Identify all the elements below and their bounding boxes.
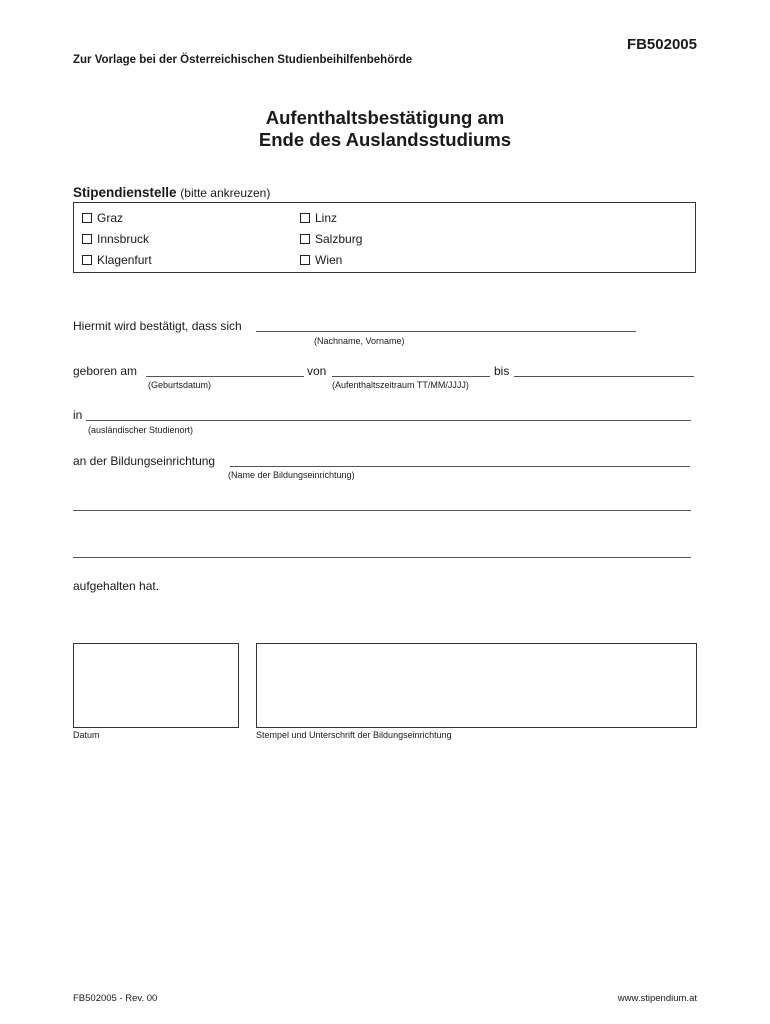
to-text: bis <box>494 364 510 378</box>
checkbox-linz[interactable] <box>300 213 310 223</box>
office-option-wien[interactable] <box>300 253 342 267</box>
office-option-linz[interactable] <box>300 211 337 225</box>
office-option-graz[interactable] <box>82 211 123 225</box>
office-option-innsbruck[interactable] <box>82 232 149 246</box>
document-title-line-2: Ende des Auslandsstudiums <box>258 129 512 150</box>
option-label-linz: Linz <box>315 211 338 225</box>
office-option-salzburg[interactable] <box>300 232 362 246</box>
option-label-graz: Graz <box>97 211 124 225</box>
checkbox-salzburg[interactable] <box>300 234 310 244</box>
checkbox-innsbruck[interactable] <box>82 234 92 244</box>
office-hint: (bitte ankreuzen) <box>180 186 271 200</box>
period-to-field[interactable] <box>514 376 694 377</box>
office-section-label <box>73 185 270 200</box>
in-text: in <box>73 408 83 422</box>
footer-revision: FB502005 - Rev. 00 <box>73 993 158 1004</box>
birthdate-hint: (Geburtsdatum) <box>148 380 212 390</box>
option-label-salzburg: Salzburg <box>315 232 363 246</box>
stamp-label: Stempel und Unterschrift der Bildungseinrichtung <box>256 730 452 740</box>
date-label: Datum <box>73 730 100 740</box>
name-hint: (Nachname, Vorname) <box>314 336 405 346</box>
institution-field-line-3[interactable] <box>73 557 691 558</box>
checkbox-graz[interactable] <box>82 213 92 223</box>
from-text: von <box>307 364 327 378</box>
option-label-klagenfurt: Klagenfurt <box>97 253 152 267</box>
institution-text: an der Bildungseinrichtung <box>73 454 216 468</box>
form-id: FB502005 <box>626 36 697 53</box>
checkbox-klagenfurt[interactable] <box>82 255 92 265</box>
institution-field-line-2[interactable] <box>73 510 691 511</box>
footer-website[interactable]: www.stipendium.at <box>617 993 697 1004</box>
location-hint: (ausländischer Studienort) <box>88 425 194 435</box>
authority-line: Zur Vorlage bei der Österreichischen Studienbeihilfenbehörde <box>73 54 413 66</box>
confirm-text: Hiermit wird bestätigt, dass sich <box>73 319 242 333</box>
stamp-signature-box[interactable] <box>256 643 697 728</box>
born-text: geboren am <box>73 364 138 378</box>
period-from-field[interactable] <box>332 376 490 377</box>
office-option-klagenfurt[interactable] <box>82 253 152 267</box>
birthdate-field[interactable] <box>146 376 304 377</box>
document-title-line-1: Aufenthaltsbestätigung am <box>265 107 505 128</box>
office-options-box <box>73 202 696 273</box>
institution-hint: (Name der Bildungseinrichtung) <box>228 470 355 480</box>
closing-text: aufgehalten hat. <box>73 579 160 593</box>
name-field[interactable] <box>256 331 636 332</box>
period-hint: (Aufenthaltszeitraum TT/MM/JJJJ) <box>332 380 469 390</box>
location-field[interactable] <box>86 420 691 421</box>
checkbox-wien[interactable] <box>300 255 310 265</box>
date-box[interactable] <box>73 643 239 728</box>
office-label: Stipendienstelle <box>73 185 177 200</box>
option-label-innsbruck: Innsbruck <box>97 232 150 246</box>
institution-field[interactable] <box>230 466 690 467</box>
option-label-wien: Wien <box>315 253 343 267</box>
